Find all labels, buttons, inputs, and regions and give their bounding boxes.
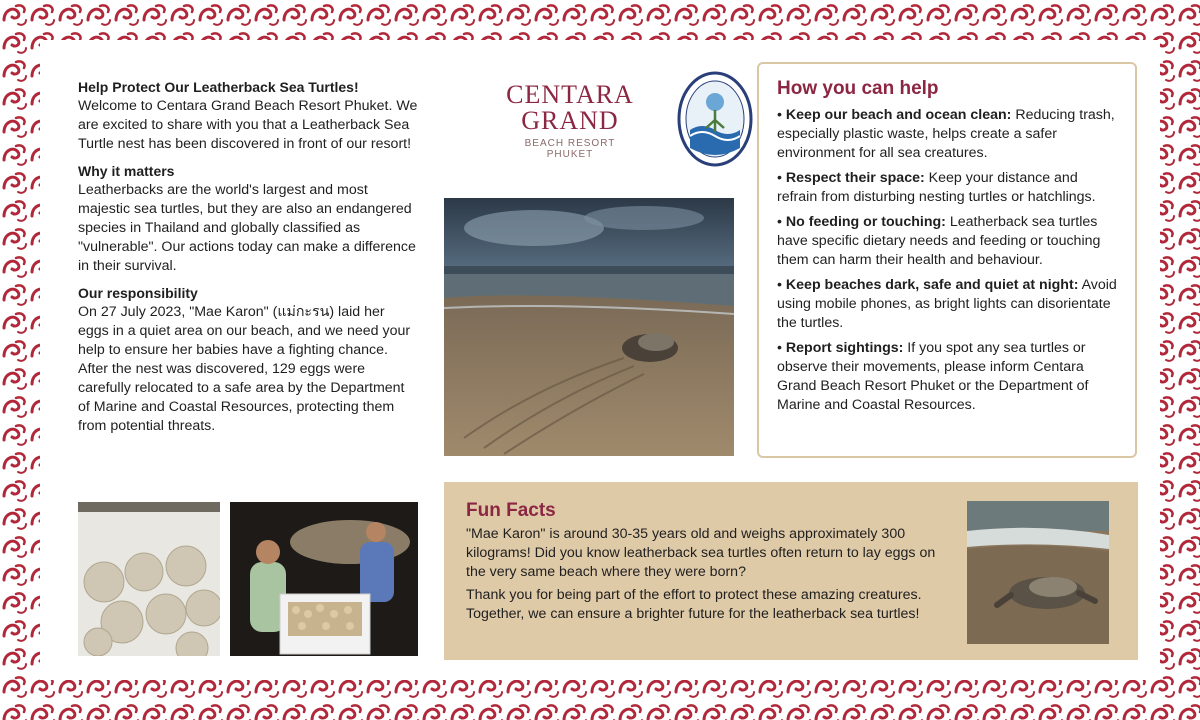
why-heading: Why it matters bbox=[78, 163, 175, 179]
how-you-can-help-box bbox=[757, 62, 1137, 458]
help-item: • Respect their space: Keep your distance and refrain from disturbing nesting turtles or hatchlings. bbox=[777, 170, 1096, 205]
help-item-text: Reducing trash, especially plastic waste, helps create a safer environment for all sea creatures. bbox=[777, 107, 1115, 161]
help-item-bold: No feeding or touching: bbox=[785, 214, 946, 230]
help-item-bold: Keep beaches dark, safe and quiet at night: bbox=[785, 277, 1079, 293]
turtle-beach-photo bbox=[444, 198, 734, 456]
main-heading: Help Protect Our Leatherback Sea Turtles! bbox=[78, 79, 359, 95]
logo-line-1: CENTARA bbox=[506, 80, 634, 109]
turtle-shore-photo bbox=[967, 501, 1109, 644]
logos bbox=[480, 70, 770, 190]
left-column bbox=[78, 78, 418, 444]
responsibility-text: On 27 July 2023, "Mae Karon" (แม่กะรน) laid her eggs in a quiet area on our beach, and we need your help to ensure her babies have a fighting chance. After the nest was discovered, 129 eggs were carefully relocated to a safe area by the Department of Marine and Coastal Resources, protecting them from potential threats. bbox=[78, 304, 411, 434]
help-item-text: If you spot any sea turtles or observe their movements, please inform Centara Grand Beach Resort Phuket or the Department of Marine and Coastal Resources. bbox=[777, 340, 1089, 413]
help-title: How you can help bbox=[777, 78, 939, 99]
fun-fact-paragraph-1: "Mae Karon" is around 30-35 years old and weighs approximately 300 kilograms! Did you know leatherback sea turtles often return to lay eggs on the very same beach where they were born? bbox=[466, 526, 936, 580]
eggs-photo bbox=[78, 502, 220, 656]
help-item-bold: Keep our beach and ocean clean: bbox=[785, 107, 1012, 123]
dmcr-emblem-icon bbox=[676, 70, 754, 168]
help-item: • Keep beaches dark, safe and quiet at night: Avoid using mobile phones, as bright lights can disorientate the turtles. bbox=[777, 277, 1117, 331]
help-item: • No feeding or touching: Leatherback sea turtles have specific dietary needs and feeding or touching them can harm their health and behaviour. bbox=[777, 214, 1101, 268]
content-area bbox=[40, 40, 1160, 680]
help-item: • Report sightings: If you spot any sea turtles or observe their movements, please inform Centara Grand Beach Resort Phuket or the Department of Marine and Coastal Resources. bbox=[777, 340, 1089, 413]
centara-logo bbox=[480, 82, 660, 160]
fun-fact-paragraph-2: Thank you for being part of the effort to protect these amazing creatures. Together, we can ensure a brighter future for the leatherback sea turtles! bbox=[466, 587, 922, 622]
help-item-text: Keep your distance and refrain from disturbing nesting turtles or hatchlings. bbox=[777, 170, 1096, 205]
help-item-text: Leatherback sea turtles have specific dietary needs and feeding or touching them can harm their health and behaviour. bbox=[777, 214, 1101, 268]
logo-line-3: BEACH RESORT bbox=[524, 138, 616, 149]
fun-facts-text bbox=[466, 525, 946, 624]
fun-facts-title: Fun Facts bbox=[466, 500, 556, 521]
why-text: Leatherbacks are the world's largest and most majestic sea turtles, but they are also an endangered species in Thailand and globally classified as "vulnerable". Our actions today can make a difference in their survival. bbox=[78, 182, 416, 274]
logo-line-2: GRAND bbox=[521, 106, 619, 135]
logo-line-4: PHUKET bbox=[546, 149, 594, 160]
help-item: • Keep our beach and ocean clean: Reducing trash, especially plastic waste, helps create a safer environment for all sea creatures. bbox=[777, 107, 1115, 161]
help-item-bold: Report sightings: bbox=[785, 340, 904, 356]
responsibility-heading: Our responsibility bbox=[78, 285, 198, 301]
intro-text: Welcome to Centara Grand Beach Resort Phuket. We are excited to share with you that a Leatherback Sea Turtle nest has been discovered in front of our resort! bbox=[78, 98, 418, 152]
staff-relocating-eggs-photo bbox=[230, 502, 418, 656]
help-item-bold: Respect their space: bbox=[785, 170, 925, 186]
help-item-text: Avoid using mobile phones, as bright lights can disorientate the turtles. bbox=[777, 277, 1117, 331]
